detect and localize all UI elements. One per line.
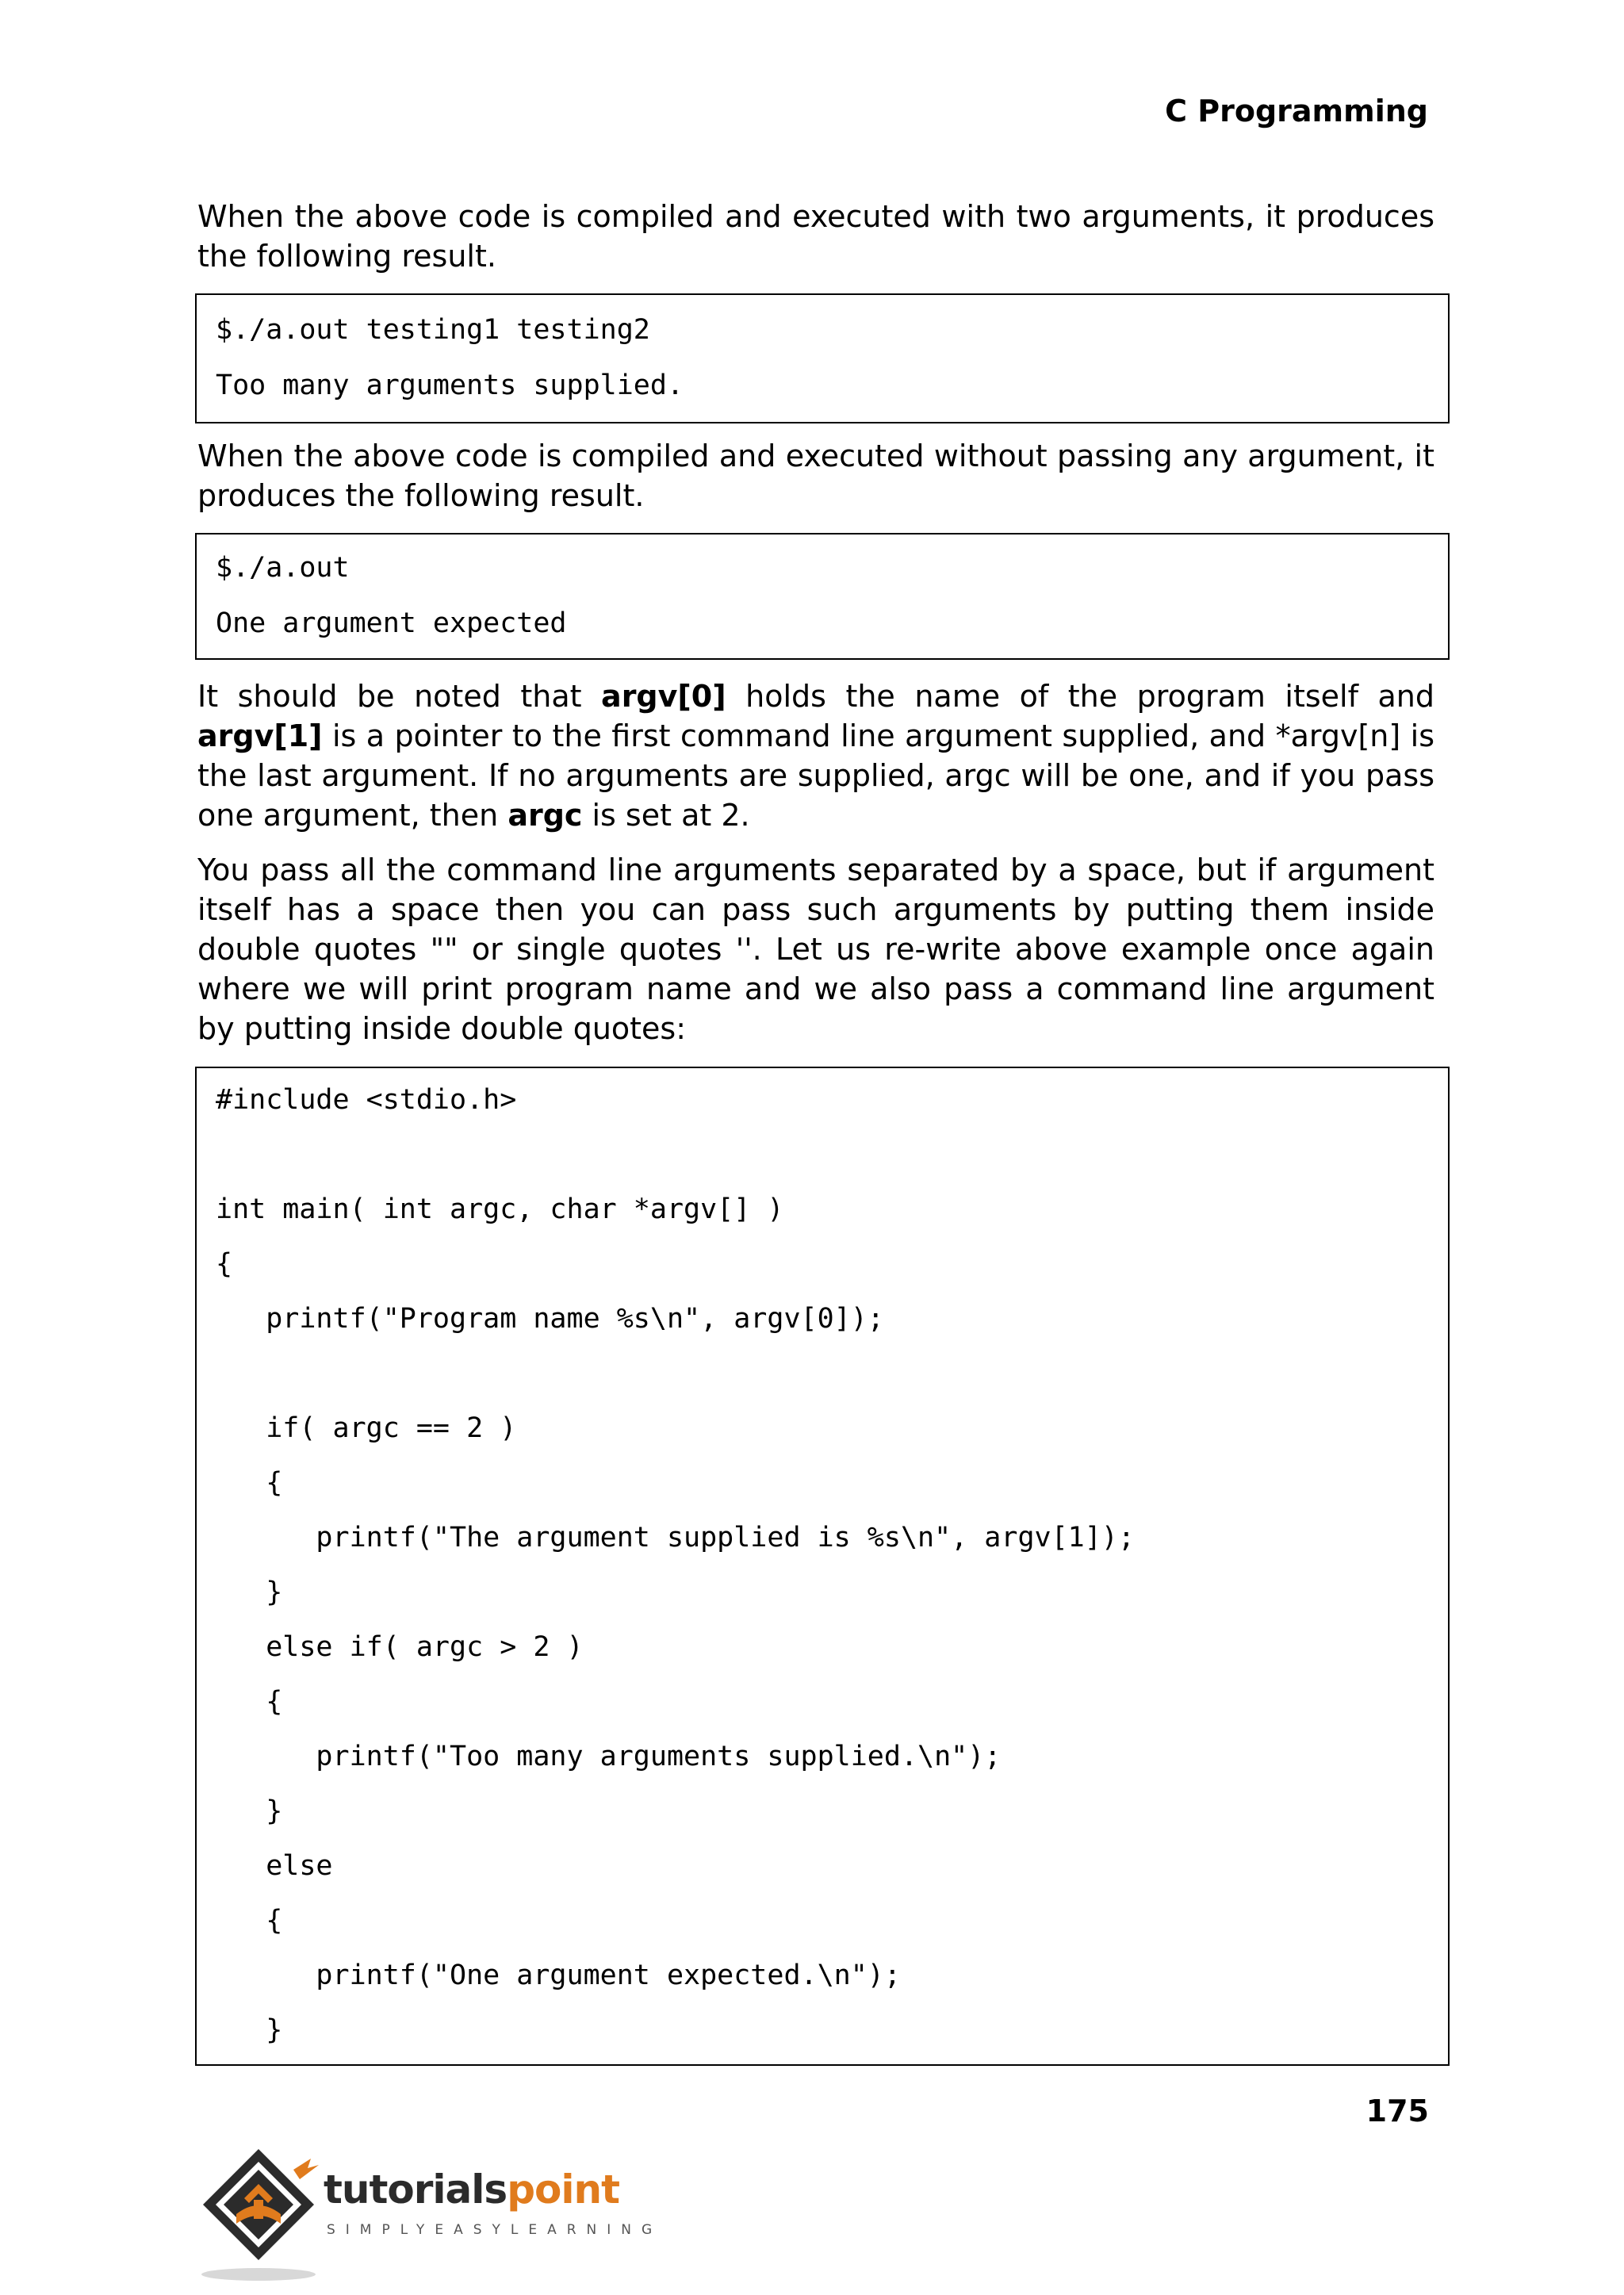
running-header: C Programming — [1165, 94, 1428, 128]
code-line: { — [216, 1905, 283, 1937]
code-line: #include <stdio.h> — [216, 1084, 517, 1116]
output-box-no-argument — [195, 533, 1450, 660]
code-line: else if( argc > 2 ) — [216, 1631, 584, 1663]
logo-text-point: point — [507, 2167, 619, 2213]
logo-diamond-icon — [195, 2141, 330, 2284]
code-line: } — [216, 1795, 283, 1827]
page-number: 175 — [1365, 2094, 1429, 2128]
code-line: printf("The argument supplied is %s\n", argv[1]); — [216, 1522, 1135, 1554]
paragraph-argv-explanation — [197, 676, 1434, 835]
code-line: int main( int argc, char *argv[] ) — [216, 1193, 784, 1225]
tutorialspoint-logo — [195, 2141, 663, 2284]
output-box-two-arguments — [195, 293, 1450, 423]
output-line: Too many arguments supplied. — [216, 370, 684, 401]
argv1-term: argv[1] — [197, 718, 323, 753]
text-span: holds the name of the program itself and — [726, 679, 1434, 714]
logo-text-tutorials: tutorials — [324, 2167, 508, 2213]
argv0-term: argv[0] — [601, 679, 726, 714]
logo-tagline: SIMPLYEASYLEARNING — [327, 2222, 663, 2238]
output-line: One argument expected — [216, 607, 567, 639]
text-span: It should be noted that — [197, 679, 602, 714]
paragraph-no-argument: When the above code is compiled and executed without passing any argument, it produces the following result. — [197, 439, 1434, 513]
logo-wordmark — [324, 2167, 619, 2213]
code-line: else — [216, 1850, 333, 1882]
code-line: if( argc == 2 ) — [216, 1412, 517, 1444]
code-line: { — [216, 1686, 283, 1718]
argc-term: argc — [508, 798, 583, 833]
paragraph-quotes-explanation: You pass all the command line arguments separated by a space, but if argument itself has a space then you can pass such arguments by putting them inside double quotes "" or single quotes ''. Let us re-write above example once again where we will print program name and we also pass a command line argument by putting inside double quotes: — [197, 852, 1434, 1046]
output-line: $./a.out — [216, 552, 350, 584]
code-listing-box — [195, 1067, 1450, 2066]
code-line: { — [216, 1467, 283, 1499]
code-line: } — [216, 2014, 283, 2046]
output-line: $./a.out testing1 testing2 — [216, 314, 650, 346]
text-span: is set at 2. — [582, 798, 750, 833]
code-line: printf("Too many arguments supplied.\n"); — [216, 1741, 1002, 1772]
code-line: } — [216, 1577, 283, 1608]
code-line: printf("Program name %s\n", argv[0]); — [216, 1303, 884, 1335]
paragraph-two-arguments: When the above code is compiled and executed with two arguments, it produces the following result. — [197, 199, 1434, 274]
code-line: { — [216, 1248, 233, 1280]
code-line: printf("One argument expected.\n"); — [216, 1960, 901, 1991]
text-span: is a pointer to the first command line argument supplied, and *argv[n] is the last argument. If no arguments are supplied, argc will be one, and if you pass one argument, then — [197, 718, 1434, 833]
